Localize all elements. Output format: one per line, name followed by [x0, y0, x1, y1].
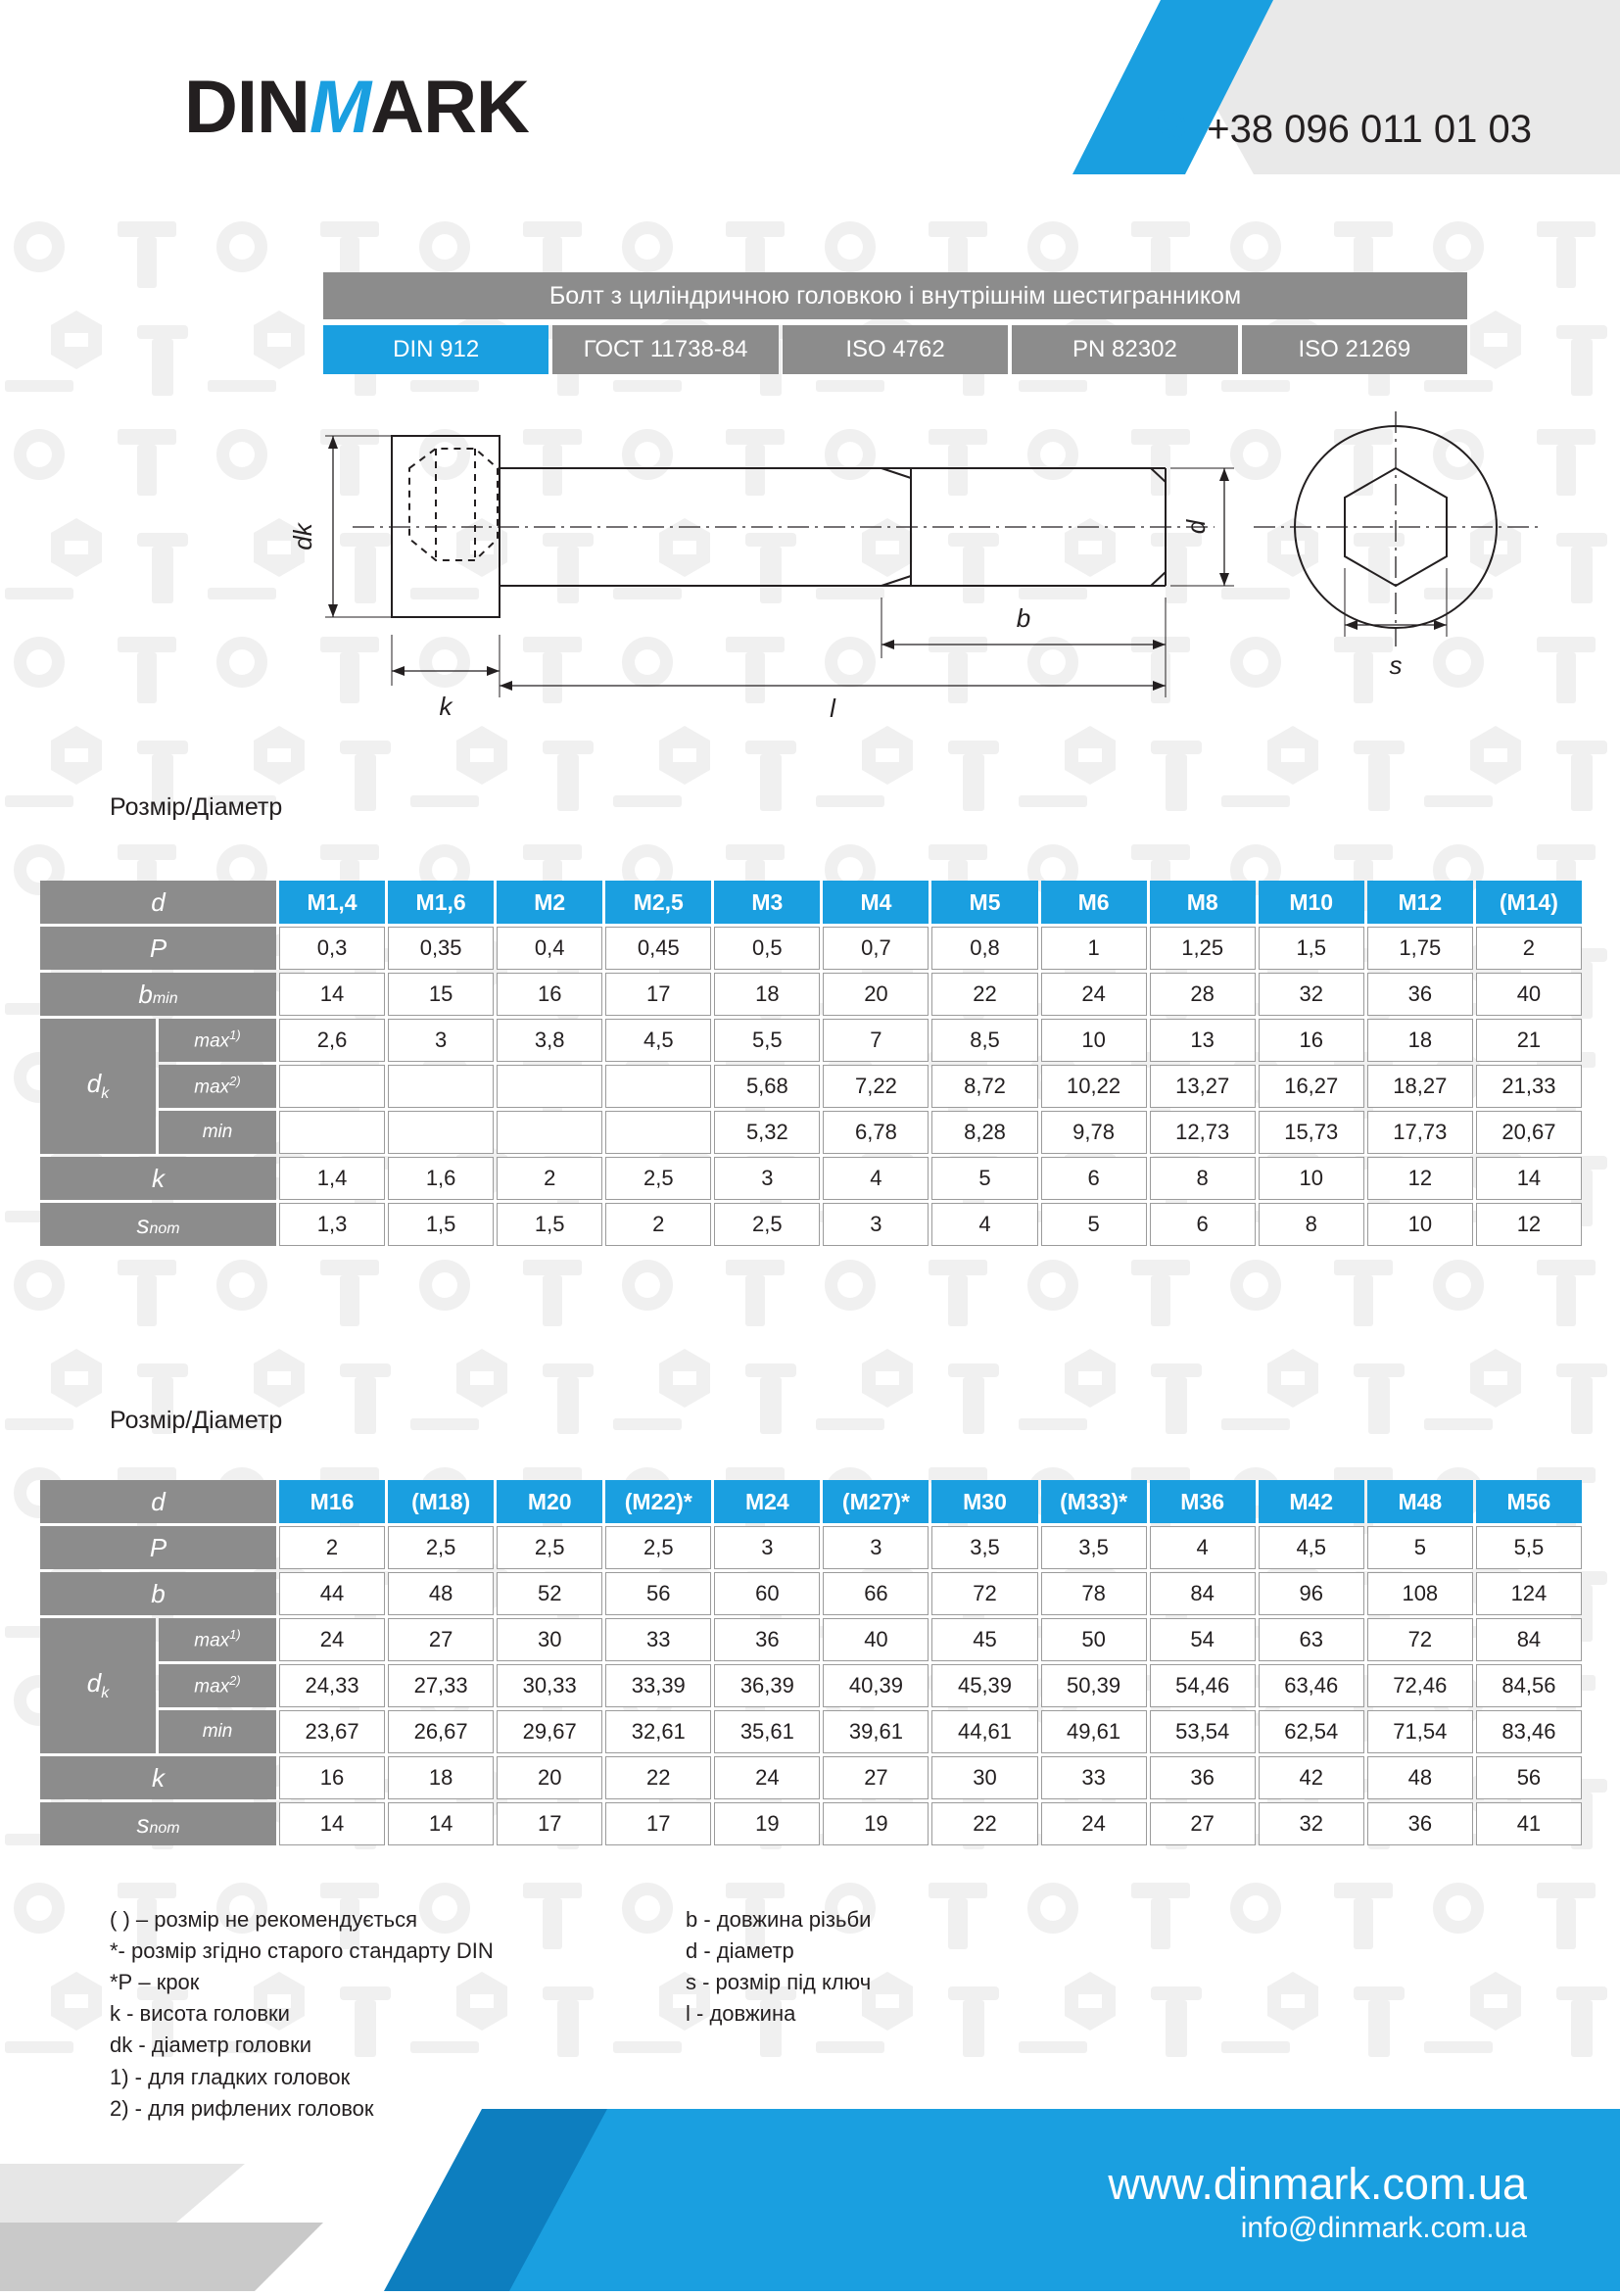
t1-dkmin-10: 17,73 [1367, 1111, 1473, 1154]
phone-number: +38 096 011 01 03 [1207, 108, 1532, 151]
legend-left [110, 1904, 494, 2125]
t1-k-3: 2,5 [605, 1157, 711, 1200]
t2-k-11: 56 [1476, 1756, 1582, 1799]
t1-dkmin-9: 15,73 [1259, 1111, 1364, 1154]
t2-d-2: M20 [497, 1480, 602, 1523]
t1-dkmax1-1: 3 [388, 1019, 494, 1062]
t1-dkmax1-11: 21 [1476, 1019, 1582, 1062]
t1-d-6: M5 [931, 881, 1037, 924]
legend-item: l - довжина [686, 2001, 796, 2027]
row-label-b-min: bmin [40, 973, 276, 1016]
table-row [40, 1802, 1582, 1845]
t1-s-8: 6 [1150, 1203, 1256, 1246]
t1-b-3: 17 [605, 973, 711, 1016]
t1-dkmax2-11: 21,33 [1476, 1065, 1582, 1108]
t2-s-4: 19 [714, 1802, 820, 1845]
legend-item: 1) - для гладких головок [110, 2064, 351, 2089]
t2-dkmin-6: 44,61 [931, 1710, 1037, 1753]
t2-dkmin-1: 26,67 [388, 1710, 494, 1753]
row-sublabel-max2: $\max^{2)}$ [159, 1065, 276, 1108]
t2-dkmax2-1: 27,33 [388, 1664, 494, 1707]
row-label-k: k [40, 1756, 276, 1799]
dimension-table-2 [37, 1477, 1585, 1848]
t1-dkmax2-8: 13,27 [1150, 1065, 1256, 1108]
t1-dkmax2-3 [605, 1065, 711, 1108]
t1-s-4: 2,5 [714, 1203, 820, 1246]
page-header [0, 0, 1620, 211]
t2-dkmax2-0: 24,33 [279, 1664, 385, 1707]
t1-s-9: 8 [1259, 1203, 1364, 1246]
t2-d-7: (M33)* [1041, 1480, 1147, 1523]
row-label-d: d [40, 1480, 276, 1523]
drawing-label-s: s [1389, 650, 1403, 680]
header-phone[interactable] [1148, 106, 1532, 154]
t2-p-1: 2,5 [388, 1526, 494, 1569]
t2-s-8: 27 [1150, 1802, 1256, 1845]
table-row [40, 1664, 1582, 1707]
t1-dkmin-7: 9,78 [1041, 1111, 1147, 1154]
legend-item: 2) - для рифлених головок [110, 2095, 374, 2121]
standard-din912[interactable]: DIN 912 [323, 325, 548, 374]
product-title: Болт з циліндричною головкою і внутрішнім шестигранником [323, 272, 1467, 319]
t2-dkmin-0: 23,67 [279, 1710, 385, 1753]
t1-dkmax2-0 [279, 1065, 385, 1108]
t2-d-4: M24 [714, 1480, 820, 1523]
t1-dkmin-2 [497, 1111, 602, 1154]
table-row [40, 1157, 1582, 1200]
t2-b-9: 96 [1259, 1572, 1364, 1615]
t1-dkmin-5: 6,78 [823, 1111, 929, 1154]
t2-b-5: 66 [823, 1572, 929, 1615]
footer-email[interactable]: info@dinmark.com.ua [1240, 2211, 1527, 2244]
row-sublabel-max2: $\max^{2)}$ [159, 1664, 276, 1707]
t1-p-4: 0,5 [714, 927, 820, 970]
t2-dkmax2-3: 33,39 [605, 1664, 711, 1707]
t2-dkmin-2: 29,67 [497, 1710, 602, 1753]
technical-drawing [235, 392, 1587, 784]
t1-k-6: 5 [931, 1157, 1037, 1200]
t1-dkmax1-2: 3,8 [497, 1019, 602, 1062]
t1-s-6: 4 [931, 1203, 1037, 1246]
standard-iso21269[interactable]: ISO 21269 [1242, 325, 1467, 374]
t2-s-7: 24 [1041, 1802, 1147, 1845]
table-row [40, 973, 1582, 1016]
t2-b-2: 52 [497, 1572, 602, 1615]
t1-dkmax1-5: 7 [823, 1019, 929, 1062]
t1-p-11: 2 [1476, 927, 1582, 970]
t1-dkmin-0 [279, 1111, 385, 1154]
table-row [40, 1526, 1582, 1569]
row-sublabel-min: min [159, 1111, 276, 1154]
table-row [40, 1203, 1582, 1246]
t2-dkmax1-3: 33 [605, 1618, 711, 1661]
t1-b-8: 28 [1150, 973, 1256, 1016]
table-row [40, 1065, 1582, 1108]
row-label-b: b [40, 1572, 276, 1615]
t2-dkmax1-7: 50 [1041, 1618, 1147, 1661]
t2-p-3: 2,5 [605, 1526, 711, 1569]
t1-dkmax2-4: 5,68 [714, 1065, 820, 1108]
t2-s-3: 17 [605, 1802, 711, 1845]
standards-row [323, 325, 1467, 374]
t2-d-3: (M22)* [605, 1480, 711, 1523]
t2-k-6: 30 [931, 1756, 1037, 1799]
drawing-label-k: k [439, 692, 453, 721]
t1-dkmax1-10: 18 [1367, 1019, 1473, 1062]
t2-b-10: 108 [1367, 1572, 1473, 1615]
t1-dkmax2-6: 8,72 [931, 1065, 1037, 1108]
t2-b-7: 78 [1041, 1572, 1147, 1615]
t1-s-3: 2 [605, 1203, 711, 1246]
t2-dkmax1-6: 45 [931, 1618, 1037, 1661]
t1-dkmax1-7: 10 [1041, 1019, 1147, 1062]
t2-d-1: (M18) [388, 1480, 494, 1523]
row-sublabel-max1: $\max^{1)}$ [159, 1618, 276, 1661]
t1-dkmax2-5: 7,22 [823, 1065, 929, 1108]
footer-website[interactable]: www.dinmark.com.ua [1108, 2158, 1527, 2209]
t1-k-11: 14 [1476, 1157, 1582, 1200]
t2-k-0: 16 [279, 1756, 385, 1799]
t1-d-11: (M14) [1476, 881, 1582, 924]
legend-item: *Р – крок [110, 1970, 200, 1995]
t1-b-4: 18 [714, 973, 820, 1016]
t2-b-11: 124 [1476, 1572, 1582, 1615]
t1-s-5: 3 [823, 1203, 929, 1246]
t2-d-8: M36 [1150, 1480, 1256, 1523]
t1-d-8: M8 [1150, 881, 1256, 924]
t2-dkmax1-0: 24 [279, 1618, 385, 1661]
t2-s-10: 36 [1367, 1802, 1473, 1845]
t2-dkmax1-5: 40 [823, 1618, 929, 1661]
t1-b-5: 20 [823, 973, 929, 1016]
t2-dkmin-7: 49,61 [1041, 1710, 1147, 1753]
t2-k-8: 36 [1150, 1756, 1256, 1799]
t1-d-7: M6 [1041, 881, 1147, 924]
row-label-p: P [40, 927, 276, 970]
legend-item: k - висота головки [110, 2001, 290, 2027]
t1-s-1: 1,5 [388, 1203, 494, 1246]
t2-d-0: M16 [279, 1480, 385, 1523]
t2-p-4: 3 [714, 1526, 820, 1569]
legend-item: d - діаметр [686, 1938, 794, 1964]
t1-d-10: M12 [1367, 881, 1473, 924]
t2-s-9: 32 [1259, 1802, 1364, 1845]
t2-p-0: 2 [279, 1526, 385, 1569]
logo-text-m: M [309, 66, 371, 149]
t1-p-6: 0,8 [931, 927, 1037, 970]
t2-dkmax2-2: 30,33 [497, 1664, 602, 1707]
t2-s-2: 17 [497, 1802, 602, 1845]
legend-item: b - довжина різьби [686, 1907, 872, 1932]
t2-dkmin-8: 53,54 [1150, 1710, 1256, 1753]
legend-item: s - розмір під ключ [686, 1970, 872, 1995]
t2-d-5: (M27)* [823, 1480, 929, 1523]
t1-b-1: 15 [388, 973, 494, 1016]
standard-pn82302[interactable]: PN 82302 [1012, 325, 1237, 374]
t2-p-9: 4,5 [1259, 1526, 1364, 1569]
t1-s-2: 1,5 [497, 1203, 602, 1246]
legend-item: *- розмір згідно старого стандарту DIN [110, 1938, 494, 1964]
row-label-p: P [40, 1526, 276, 1569]
t2-p-10: 5 [1367, 1526, 1473, 1569]
table-row [40, 1019, 1582, 1062]
t1-dkmax2-2 [497, 1065, 602, 1108]
t2-p-8: 4 [1150, 1526, 1256, 1569]
t2-dkmin-3: 32,61 [605, 1710, 711, 1753]
t1-b-0: 14 [279, 973, 385, 1016]
logo-text-din: DIN [184, 66, 310, 149]
row-label-d: d [40, 881, 276, 924]
t1-b-7: 24 [1041, 973, 1147, 1016]
t1-b-2: 16 [497, 973, 602, 1016]
t2-dkmin-9: 62,54 [1259, 1710, 1364, 1753]
row-label-s-nom: snom [40, 1203, 276, 1246]
t1-p-3: 0,45 [605, 927, 711, 970]
t2-b-6: 72 [931, 1572, 1037, 1615]
t2-k-4: 24 [714, 1756, 820, 1799]
t2-dkmin-4: 35,61 [714, 1710, 820, 1753]
t1-dkmin-3 [605, 1111, 711, 1154]
t1-p-5: 0,7 [823, 927, 929, 970]
t1-p-9: 1,5 [1259, 927, 1364, 970]
t2-dkmax1-4: 36 [714, 1618, 820, 1661]
logo-text-ark: ARK [370, 66, 529, 149]
t2-dkmax2-9: 63,46 [1259, 1664, 1364, 1707]
drawing-label-b: b [1016, 603, 1031, 633]
t2-dkmin-5: 39,61 [823, 1710, 929, 1753]
t1-dkmax2-7: 10,22 [1041, 1065, 1147, 1108]
t2-k-9: 42 [1259, 1756, 1364, 1799]
t1-p-1: 0,35 [388, 927, 494, 970]
drawing-label-l: l [830, 694, 835, 723]
t1-dkmax1-0: 2,6 [279, 1019, 385, 1062]
legend-right [686, 1904, 871, 2030]
t1-dkmax1-8: 13 [1150, 1019, 1256, 1062]
t2-dkmax2-10: 72,46 [1367, 1664, 1473, 1707]
t1-b-6: 22 [931, 973, 1037, 1016]
row-label-k: k [40, 1157, 276, 1200]
t1-s-11: 12 [1476, 1203, 1582, 1246]
t2-b-0: 44 [279, 1572, 385, 1615]
t1-dkmax2-9: 16,27 [1259, 1065, 1364, 1108]
t2-dkmax1-10: 72 [1367, 1618, 1473, 1661]
t2-b-1: 48 [388, 1572, 494, 1615]
t1-p-7: 1 [1041, 927, 1147, 970]
t1-k-5: 4 [823, 1157, 929, 1200]
t1-k-7: 6 [1041, 1157, 1147, 1200]
standard-iso4762[interactable]: ISO 4762 [783, 325, 1008, 374]
row-sublabel-min: min [159, 1710, 276, 1753]
t1-b-11: 40 [1476, 973, 1582, 1016]
t2-s-11: 41 [1476, 1802, 1582, 1845]
t1-dkmax1-6: 8,5 [931, 1019, 1037, 1062]
t1-dkmax2-1 [388, 1065, 494, 1108]
t2-b-4: 60 [714, 1572, 820, 1615]
table-row [40, 1480, 1582, 1523]
drawing-label-d: d [1181, 519, 1211, 535]
t1-k-9: 10 [1259, 1157, 1364, 1200]
t2-k-1: 18 [388, 1756, 494, 1799]
footer-contacts [1108, 2159, 1527, 2246]
t1-s-7: 5 [1041, 1203, 1147, 1246]
t1-p-10: 1,75 [1367, 927, 1473, 970]
row-sublabel-max1: $\max^{1)}$ [159, 1019, 276, 1062]
t2-dkmax2-4: 36,39 [714, 1664, 820, 1707]
t2-dkmax1-8: 54 [1150, 1618, 1256, 1661]
t2-k-5: 27 [823, 1756, 929, 1799]
t2-b-8: 84 [1150, 1572, 1256, 1615]
row-label-dk: $d_k$ [40, 1618, 156, 1753]
t2-k-2: 20 [497, 1756, 602, 1799]
t1-s-0: 1,3 [279, 1203, 385, 1246]
t1-dkmin-4: 5,32 [714, 1111, 820, 1154]
t2-dkmax2-7: 50,39 [1041, 1664, 1147, 1707]
t2-p-7: 3,5 [1041, 1526, 1147, 1569]
table-row [40, 1572, 1582, 1615]
t2-dkmax1-2: 30 [497, 1618, 602, 1661]
t1-k-0: 1,4 [279, 1157, 385, 1200]
t1-dkmin-8: 12,73 [1150, 1111, 1256, 1154]
t2-k-3: 22 [605, 1756, 711, 1799]
logo [184, 66, 529, 149]
t2-dkmax1-1: 27 [388, 1618, 494, 1661]
phone-icon [1148, 106, 1189, 154]
t2-d-10: M48 [1367, 1480, 1473, 1523]
legend-item: ( ) – розмір не рекомендується [110, 1907, 417, 1932]
t2-p-5: 3 [823, 1526, 929, 1569]
t1-dkmax2-10: 18,27 [1367, 1065, 1473, 1108]
table-row [40, 1710, 1582, 1753]
t2-dkmax1-9: 63 [1259, 1618, 1364, 1661]
t1-d-5: M4 [823, 881, 929, 924]
t1-k-8: 8 [1150, 1157, 1256, 1200]
t2-dkmax2-11: 84,56 [1476, 1664, 1582, 1707]
t2-dkmax1-11: 84 [1476, 1618, 1582, 1661]
t1-k-1: 1,6 [388, 1157, 494, 1200]
dimension-table-1 [37, 878, 1585, 1249]
t1-k-4: 3 [714, 1157, 820, 1200]
t2-d-11: M56 [1476, 1480, 1582, 1523]
row-label-s-nom: snom [40, 1802, 276, 1845]
t1-d-2: M2 [497, 881, 602, 924]
legend-item: dk - діаметр головки [110, 2033, 312, 2058]
t1-p-8: 1,25 [1150, 927, 1256, 970]
row-label-dk: $d_k$ [40, 1019, 156, 1154]
t1-dkmin-6: 8,28 [931, 1111, 1037, 1154]
t2-s-1: 14 [388, 1802, 494, 1845]
t1-d-4: M3 [714, 881, 820, 924]
t1-dkmax1-9: 16 [1259, 1019, 1364, 1062]
table-row [40, 1756, 1582, 1799]
t1-dkmin-11: 20,67 [1476, 1111, 1582, 1154]
table-row [40, 881, 1582, 924]
t1-dkmin-1 [388, 1111, 494, 1154]
table-row [40, 1618, 1582, 1661]
t2-dkmax2-5: 40,39 [823, 1664, 929, 1707]
t2-k-7: 33 [1041, 1756, 1147, 1799]
t1-p-0: 0,3 [279, 927, 385, 970]
t1-d-3: M2,5 [605, 881, 711, 924]
t2-d-9: M42 [1259, 1480, 1364, 1523]
table-row [40, 927, 1582, 970]
t2-s-5: 19 [823, 1802, 929, 1845]
table-row [40, 1111, 1582, 1154]
t1-p-2: 0,4 [497, 927, 602, 970]
t2-s-6: 22 [931, 1802, 1037, 1845]
t2-p-6: 3,5 [931, 1526, 1037, 1569]
t2-b-3: 56 [605, 1572, 711, 1615]
section-caption-1: Розмір/Діаметр [110, 793, 283, 821]
t2-dkmax2-8: 54,46 [1150, 1664, 1256, 1707]
t1-k-10: 12 [1367, 1157, 1473, 1200]
t2-dkmin-11: 83,46 [1476, 1710, 1582, 1753]
t2-s-0: 14 [279, 1802, 385, 1845]
t1-k-2: 2 [497, 1157, 602, 1200]
t1-b-10: 36 [1367, 973, 1473, 1016]
t1-s-10: 10 [1367, 1203, 1473, 1246]
t1-d-0: M1,4 [279, 881, 385, 924]
t2-k-10: 48 [1367, 1756, 1473, 1799]
t1-dkmax1-3: 4,5 [605, 1019, 711, 1062]
t1-d-9: M10 [1259, 881, 1364, 924]
t2-dkmin-10: 71,54 [1367, 1710, 1473, 1753]
t1-d-1: M1,6 [388, 881, 494, 924]
t1-b-9: 32 [1259, 973, 1364, 1016]
t2-p-11: 5,5 [1476, 1526, 1582, 1569]
drawing-label-dk: dk [288, 523, 317, 550]
section-caption-2: Розмір/Діаметр [110, 1407, 283, 1434]
t1-dkmax1-4: 5,5 [714, 1019, 820, 1062]
t2-dkmax2-6: 45,39 [931, 1664, 1037, 1707]
standard-gost[interactable]: ГОСТ 11738-84 [552, 325, 778, 374]
t2-d-6: M30 [931, 1480, 1037, 1523]
t2-p-2: 2,5 [497, 1526, 602, 1569]
